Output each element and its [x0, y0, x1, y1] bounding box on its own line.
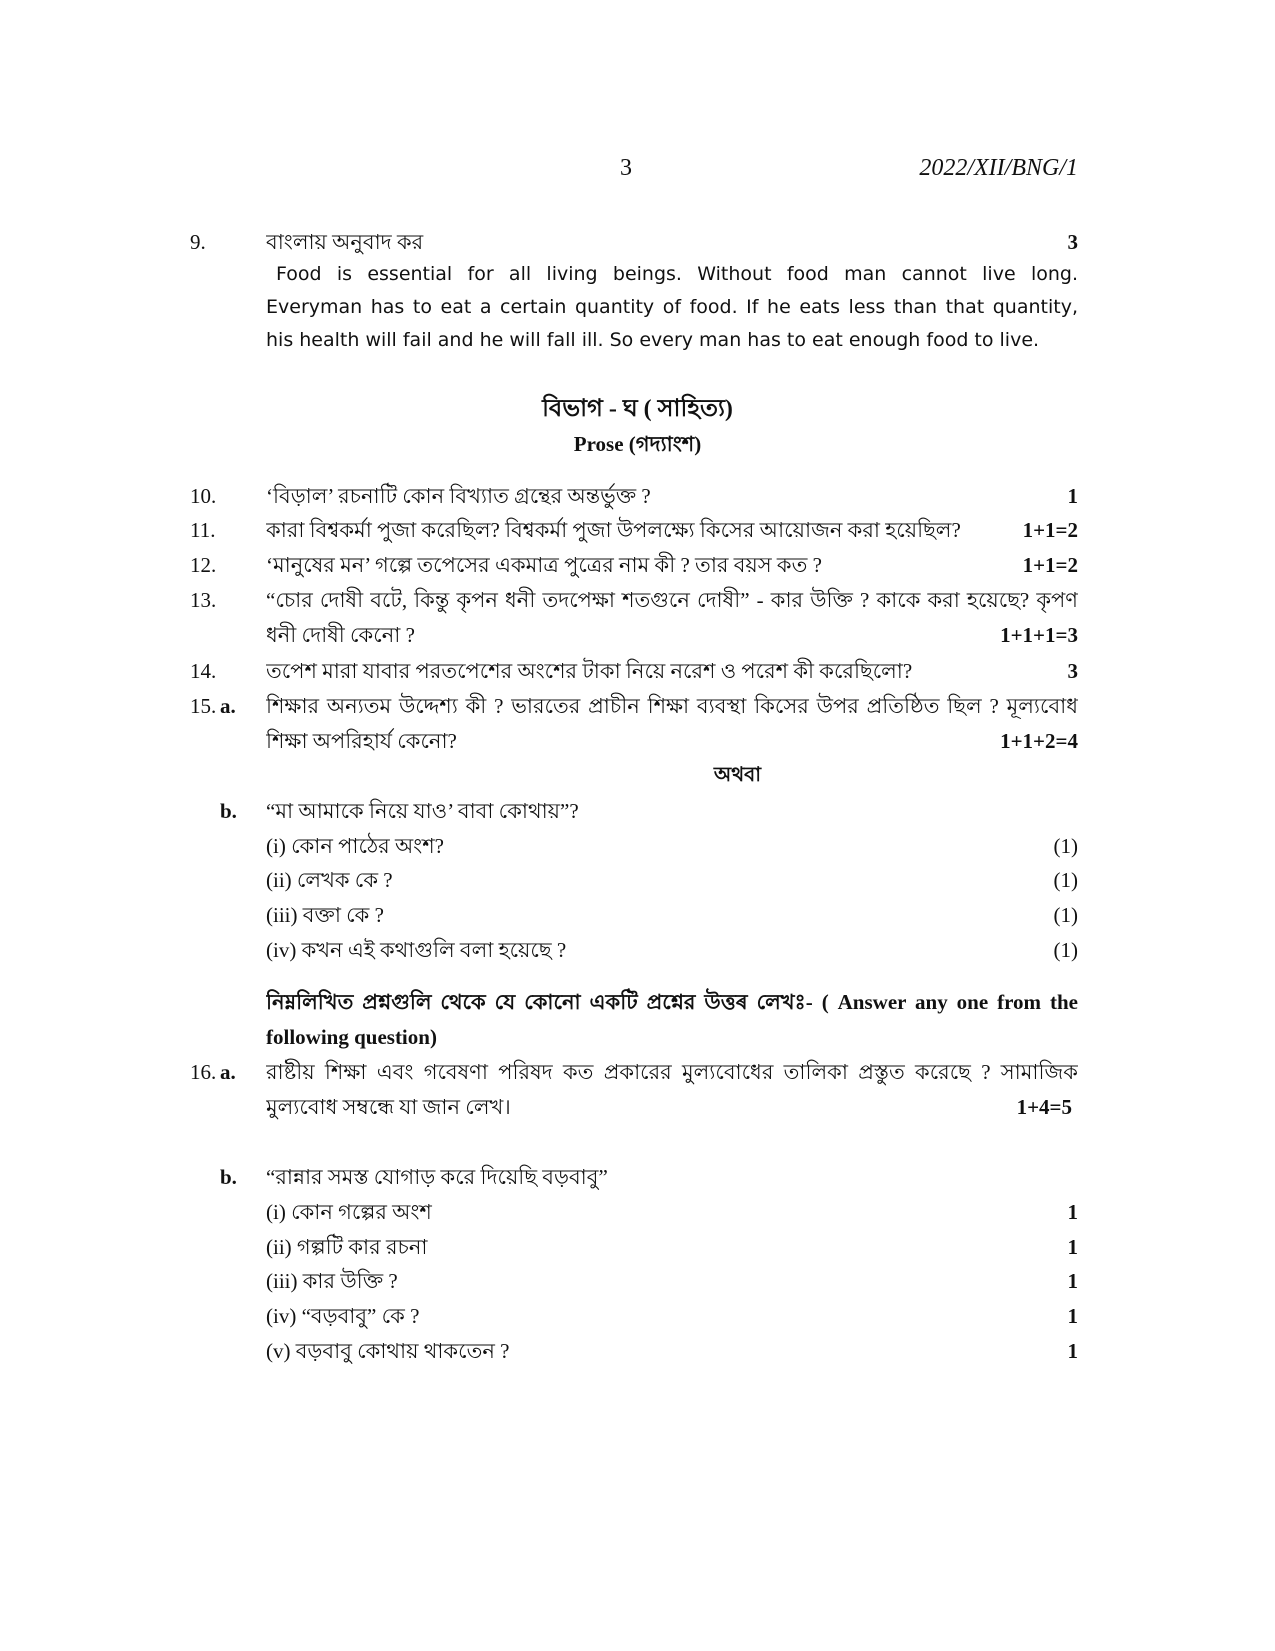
question-number: 9.: [190, 230, 206, 254]
question-marks: 3: [1067, 230, 1078, 254]
question-16b: [190, 1161, 1078, 1193]
question-text: কারা বিশ্বকর্মা পুজা করেছিল? বিশ্বকর্মা পুজা উপলক্ষ্যে কিসের আয়োজন করা হয়েছিল?: [266, 518, 961, 542]
question-number: 16.: [190, 1060, 217, 1084]
sub-question: [190, 1231, 1078, 1263]
question-marks: 3: [1067, 659, 1078, 683]
question-text: শিক্ষার অন্যতম উদ্দেশ্য কী ? ভারতের প্রাচীন শিক্ষা ব্যবস্থা কিসের উপর প্রতিষ্ঠিত ছিল ? মূল্যবোধ: [266, 694, 1078, 718]
sub-question: [190, 830, 1078, 862]
question-number: 13.: [190, 588, 217, 612]
sub-question-marks: (1): [1053, 834, 1078, 858]
question-text: ‘বিড়াল’ রচনাটি কোন বিখ্যাত গ্রন্থের অন্তর্ভুক্ত ?: [266, 484, 651, 508]
sub-question-marks: 1: [1067, 1200, 1078, 1224]
question-9: [190, 226, 1078, 258]
sub-question: [190, 934, 1078, 966]
question-15a-cont: [190, 725, 1078, 757]
instruction: [266, 985, 1078, 1055]
question-marks: 1+1=2: [1022, 518, 1078, 542]
question-text: শিক্ষা অপরিহার্য কেনো?: [266, 729, 457, 753]
part-label: a.: [220, 1060, 236, 1084]
question-number: 10.: [190, 484, 217, 508]
part-label: b.: [220, 799, 237, 823]
sub-question: [190, 864, 1078, 896]
question-number: 11.: [190, 518, 216, 542]
question-marks: 1+4=5: [1016, 1095, 1072, 1119]
question-text: তপেশ মারা যাবার পরতপেশের অংশের টাকা নিয়ে নরেশ ও পরেশ কী করেছিলো?: [266, 659, 913, 683]
question-text: “মা আমাকে নিয়ে যাও’ বাবা কোথায়”?: [266, 799, 579, 823]
sub-question: [190, 1265, 1078, 1297]
question-11: [190, 514, 1078, 546]
sub-question-text: (v) বড়বাবু কোথায় থাকতেন ?: [266, 1339, 510, 1363]
sub-question-text: (ii) লেখক কে ?: [266, 868, 393, 892]
question-marks: 1+1+2=4: [1000, 729, 1078, 753]
question-15b: [190, 795, 1078, 827]
question-text: রাষ্টীয় শিক্ষা এবং গবেষণা পরিষদ কত প্রকারের মুল্যবোধের তালিকা প্রস্তুত করেছে ? সামাজিক: [266, 1060, 1078, 1084]
section-subtitle: Prose (গদ্যাংশ): [573, 432, 702, 456]
sub-question-text: (iii) কার উক্তি ?: [266, 1269, 398, 1293]
sub-question-text: (iv) কখন এই কথাগুলি বলা হয়েছে ?: [266, 938, 567, 962]
sub-question-text: (iii) বক্তা কে ?: [266, 903, 384, 927]
passage-line: Everyman has to eat a certain quantity of food. If he eats less than that quantity,: [266, 296, 1078, 318]
question-text: বাংলায় অনুবাদ কর: [266, 230, 424, 254]
question-13-cont: [190, 619, 1078, 651]
question-16a-cont: [190, 1091, 1078, 1123]
question-12: [190, 549, 1078, 581]
sub-question-marks: 1: [1067, 1304, 1078, 1328]
sub-question-marks: (1): [1053, 903, 1078, 927]
question-marks: 1+1+1=3: [1000, 623, 1078, 647]
passage-line: Food is essential for all living beings. Without food man cannot live long.: [276, 263, 1078, 285]
question-text: “রান্নার সমস্ত যোগাড় করে দিয়েছি বড়বাবু”: [266, 1165, 608, 1189]
sub-question-text: (iv) “বড়বাবু” কে ?: [266, 1304, 420, 1328]
sub-question-marks: 1: [1067, 1339, 1078, 1363]
part-label: a.: [220, 694, 236, 718]
question-number: 14.: [190, 659, 217, 683]
question-number: 12.: [190, 553, 217, 577]
question-15a: [190, 690, 1078, 722]
question-text: মুল্যবোধ সম্বন্ধে যা জান লেখ।: [266, 1095, 511, 1119]
sub-question-marks: 1: [1067, 1235, 1078, 1259]
sub-question: [190, 1335, 1078, 1367]
question-number: 15.: [190, 694, 217, 718]
sub-question-text: (i) কোন পাঠের অংশ?: [266, 834, 444, 858]
sub-question-marks: (1): [1053, 938, 1078, 962]
sub-question: [190, 899, 1078, 931]
question-text: ধনী দোষী কেনো ?: [266, 623, 415, 647]
question-16a: [190, 1056, 1078, 1088]
translation-passage: [266, 258, 1078, 357]
sub-question-text: (ii) গল্পটি কার রচনা: [266, 1235, 428, 1259]
section-title: বিভাগ - ঘ ( সাহিত্য): [542, 396, 733, 422]
sub-question: [190, 1300, 1078, 1332]
instruction-line: নিম্নলিখিত প্রশ্নগুলি থেকে যে কোনো একটি প্রশ্নের উত্তৰ লেখঃ- ( Answer any one from the: [266, 990, 1078, 1014]
question-10: [190, 480, 1078, 512]
instruction-line: following question): [266, 1025, 437, 1049]
page-number: 3: [620, 155, 632, 181]
question-text: “চোর দোষী বটে, কিন্তু কৃপন ধনী তদপেক্ষা শতগুনে দোষী” - কার উক্তি ? কাকে করা হয়েছে? কৃপণ: [266, 588, 1078, 612]
sub-question-marks: 1: [1067, 1269, 1078, 1293]
question-marks: 1: [1067, 484, 1078, 508]
paper-code: 2022/XII/BNG/1: [919, 155, 1078, 181]
sub-question-text: (i) কোন গল্পের অংশ: [266, 1200, 432, 1224]
sub-question: [190, 1196, 1078, 1228]
question-13: [190, 584, 1078, 616]
or-label: অথবা: [713, 764, 762, 786]
passage-line: his health will fail and he will fall ill. So every man has to eat enough food to live.: [266, 329, 1040, 351]
question-text: ‘মানুষের মন’ গল্পে তপেসের একমাত্র পুত্রের নাম কী ? তার বয়স কত ?: [266, 553, 822, 577]
part-label: b.: [220, 1165, 237, 1189]
question-marks: 1+1=2: [1022, 553, 1078, 577]
question-14: [190, 655, 1078, 687]
sub-question-marks: (1): [1053, 868, 1078, 892]
